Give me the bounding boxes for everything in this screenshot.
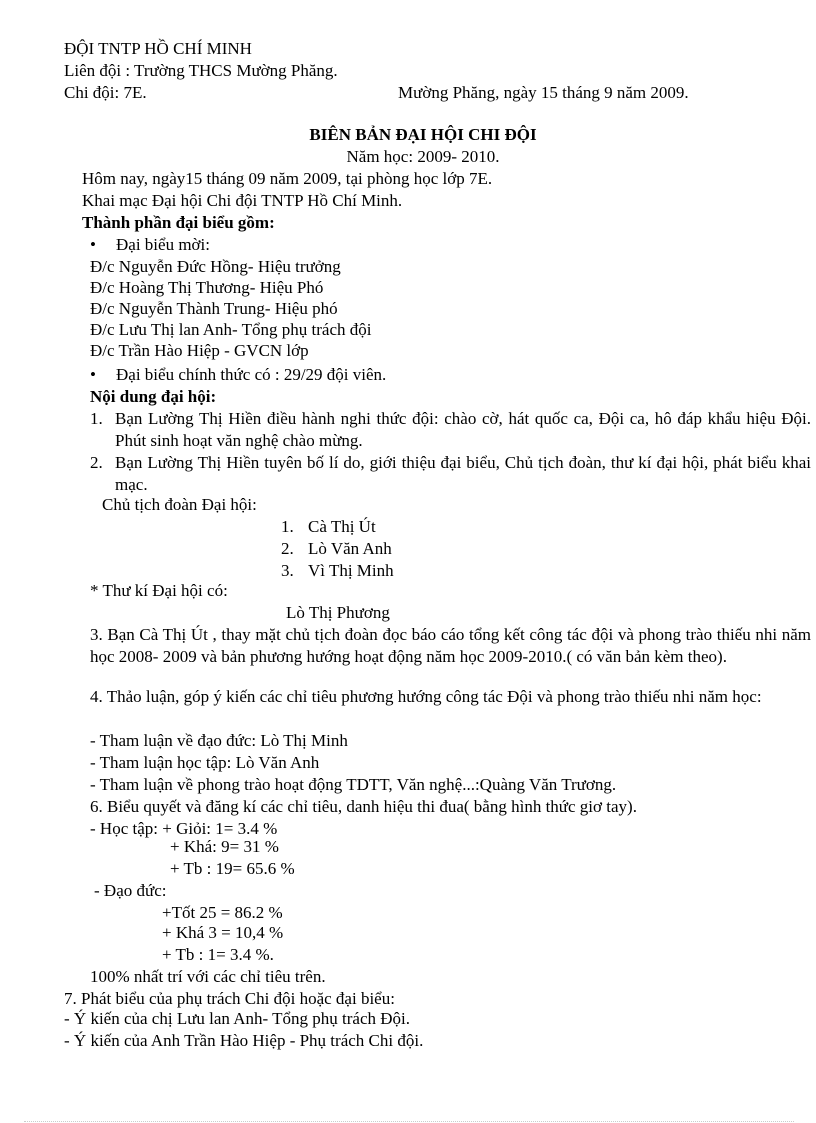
invited-delegate: Đ/c Nguyễn Thành Trung- Hiệu phó <box>90 299 338 318</box>
content-item-6: 6. Biểu quyết và đăng kí các chỉ tiêu, danh hiệu thi đua( bằng hình thức giơ tay). <box>90 797 637 816</box>
ethics-very-good: +Tốt 25 = 86.2 % <box>162 903 283 922</box>
secretary-name: Lò Thị Phương <box>286 603 390 622</box>
invited-label: • Đại biểu mời: <box>116 234 210 256</box>
content-item-1: Bạn Lường Thị Hiền điều hành nghi thức đội: chào cờ, hát quốc ca, Đội ca, hô đáp khẩu hiệu Đội. Phút sinh hoạt văn nghệ chào mừng. <box>115 409 811 450</box>
org-name: ĐỘI TNTP HỒ CHÍ MINH <box>64 39 252 58</box>
discussion-item: - Tham luận học tập: Lò Văn Anh <box>90 753 320 772</box>
content-item-2: Bạn Lường Thị Hiền tuyên bố lí do, giới thiệu đại biểu, Chủ tịch đoàn, thư kí đại hội, phát biểu khai mạc. <box>115 453 811 494</box>
delegates-heading: Thành phần đại biểu gồm: <box>82 213 275 232</box>
presidium-number: 2. <box>281 539 294 558</box>
school-year: Năm học: 2009- 2010. <box>346 147 500 166</box>
opinion-item: - Ý kiến của Anh Trần Hào Hiệp - Phụ trách Chi đội. <box>64 1031 424 1050</box>
official-delegates: • Đại biểu chính thức có : 29/29 đội viên. <box>116 364 386 386</box>
presidium-number: 1. <box>281 517 294 536</box>
invited-delegate: Đ/c Trần Hào Hiệp - GVCN lớp <box>90 341 309 360</box>
presidium-number: 3. <box>281 561 294 580</box>
date-place: Mường Phăng, ngày 15 tháng 9 năm 2009. <box>398 83 689 102</box>
invited-delegate: Đ/c Nguyễn Đức Hồng- Hiệu trưởng <box>90 257 341 276</box>
content-heading: Nội dung đại hội: <box>90 387 217 406</box>
page-footer-divider <box>24 1121 794 1122</box>
presidium-member: Lò Văn Anh <box>308 539 392 558</box>
ethics-label: - Đạo đức: <box>94 881 167 900</box>
item-number: 2. <box>90 453 103 472</box>
lien-doi: Liên đội : Trường THCS Mường Phăng. <box>64 61 338 80</box>
content-item-4: 4. Thảo luận, góp ý kiến các chỉ tiêu phương hướng công tác Đội và phong trào thiếu nhi năm học: <box>90 687 762 706</box>
content-item-3: 3. Bạn Cà Thị Út , thay mặt chủ tịch đoàn đọc báo cáo tổng kết công tác đội và phong trào thiếu nhi năm học 2008- 2009 và bản phương hướng hoạt động năm học 2009-2010.( có văn bản kèm theo). <box>90 625 811 666</box>
presidium-label: Chủ tịch đoàn Đại hội: <box>102 495 257 514</box>
item-number: 1. <box>90 409 103 428</box>
presidium-member: Cà Thị Út <box>308 517 376 536</box>
presidium-member: Vì Thị Minh <box>308 561 394 580</box>
opinion-item: - Ý kiến của chị Lưu lan Anh- Tổng phụ trách Đội. <box>64 1009 410 1028</box>
chi-doi: Chi đội: 7E. <box>64 83 147 102</box>
intro-line-1: Hôm nay, ngày15 tháng 09 năm 2009, tại phòng học lớp 7E. <box>82 169 493 188</box>
study-average: + Tb : 19= 65.6 % <box>170 859 295 878</box>
secretary-label: * Thư kí Đại hội có: <box>90 581 228 600</box>
ethics-good: + Khá 3 = 10,4 % <box>162 923 284 942</box>
agreement: 100% nhất trí với các chỉ tiêu trên. <box>90 967 326 986</box>
intro-line-2: Khai mạc Đại hội Chi đội TNTP Hồ Chí Minh. <box>82 191 403 210</box>
ethics-average: + Tb : 1= 3.4 %. <box>162 945 274 964</box>
discussion-item: - Tham luận về phong trào hoạt động TDTT, Văn nghệ...:Quàng Văn Trương. <box>90 775 617 794</box>
invited-delegate: Đ/c Hoàng Thị Thương- Hiệu Phó <box>90 278 324 297</box>
invited-delegate: Đ/c Lưu Thị lan Anh- Tổng phụ trách đội <box>90 320 372 339</box>
document-title: BIÊN BẢN ĐẠI HỘI CHI ĐỘI <box>309 125 537 144</box>
discussion-item: - Tham luận về đạo đức: Lò Thị Minh <box>90 731 348 750</box>
study-excellent: - Học tập: + Giỏi: 1= 3.4 % <box>90 819 278 838</box>
content-item-7: 7. Phát biểu của phụ trách Chi đội hoặc đại biểu: <box>64 989 395 1008</box>
study-good: + Khá: 9= 31 % <box>170 837 279 856</box>
